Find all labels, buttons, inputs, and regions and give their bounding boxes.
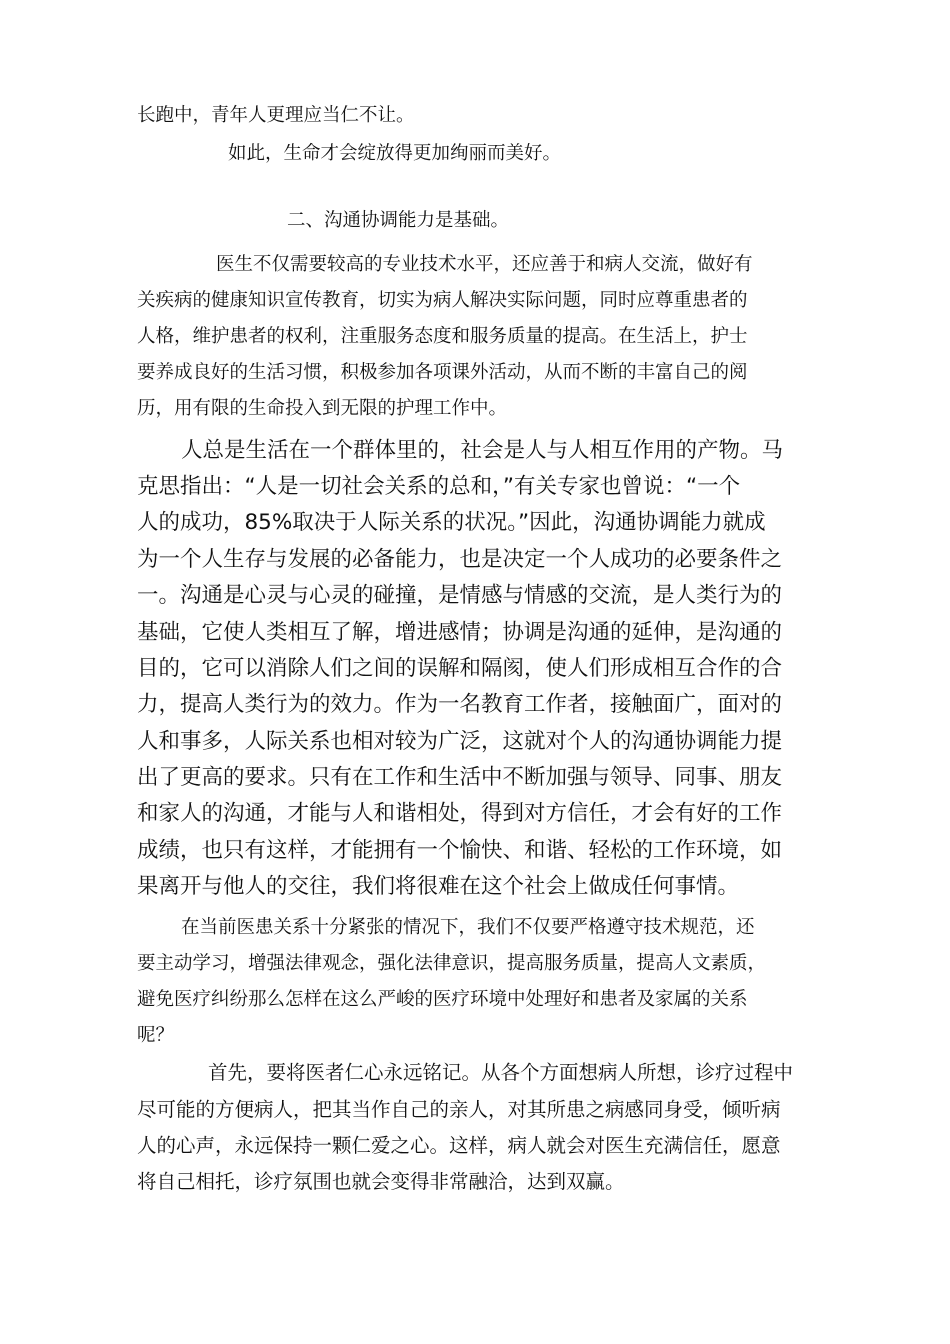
paragraph-2-line: 为一个人生存与发展的必备能力，也是决定一个人成功的必要条件之 <box>137 547 783 572</box>
paragraph-2-line: 人的成功，85%取决于人际关系的状况。”因此，沟通协调能力就成 <box>137 510 766 535</box>
paragraph-2-line: 果离开与他人的交往，我们将很难在这个社会上做成任何事情。 <box>137 874 740 899</box>
paragraph-3-line: 在当前医患关系十分紧张的情况下，我们不仅要严格遵守技术规范，还 <box>181 917 755 938</box>
intro-line: 如此，生命才会绽放得更加绚丽而美好。 <box>228 143 562 164</box>
paragraph-4-line: 人的心声，永远保持一颗仁爱之心。这样，病人就会对医生充满信任，愿意 <box>137 1134 781 1157</box>
paragraph-2-line: 基础，它使人类相互了解，增进感情；协调是沟通的延伸，是沟通的 <box>137 620 783 645</box>
paragraph-1-line: 历，用有限的生命投入到无限的护理工作中。 <box>137 398 508 419</box>
paragraph-3-line: 要主动学习，增强法律观念，强化法律意识，提高服务质量，提高人文素质， <box>137 953 767 974</box>
paragraph-1-line: 医生不仅需要较高的专业技术水平，还应善于和病人交流，做好有 <box>216 254 753 275</box>
paragraph-1-line: 要养成良好的生活习惯，积极参加各项课外活动，从而不断的丰富自己的阅 <box>137 362 748 383</box>
paragraph-4-line: 尽可能的方便病人，把其当作自己的亲人，对其所患之病感同身受，倾听病 <box>137 1098 781 1121</box>
paragraph-4-line: 首先，要将医者仁心永远铭记。从各个方面想病人所想，诊疗过程中 <box>208 1061 794 1084</box>
paragraph-3-line: 呢？ <box>137 1025 175 1046</box>
paragraph-2-line: 人总是生活在一个群体里的，社会是人与人相互作用的产物。马 <box>181 438 784 463</box>
paragraph-2-line: 出了更高的要求。只有在工作和生活中不断加强与领导、同事、朋友 <box>137 765 783 790</box>
paragraph-2-line: 克思指出：“人是一切社会关系的总和，”有关专家也曾说：“一个 <box>137 474 741 499</box>
paragraph-1-line: 关疾病的健康知识宣传教育，切实为病人解决实际问题，同时应尊重患者的 <box>137 290 748 311</box>
paragraph-2-line: 成绩，也只有这样，才能拥有一个愉快、和谐、轻松的工作环境，如 <box>137 838 783 863</box>
paragraph-4-line: 将自己相托，诊疗氛围也就会变得非常融洽，达到双赢。 <box>137 1170 625 1193</box>
intro-line: 长跑中，青年人更理应当仁不让。 <box>137 105 415 126</box>
paragraph-2-line: 和家人的沟通，才能与人和谐相处，得到对方信任，才会有好的工作 <box>137 801 783 826</box>
paragraph-2-line: 一。沟通是心灵与心灵的碰撞，是情感与情感的交流，是人类行为的 <box>137 583 783 608</box>
paragraph-1-line: 人格，维护患者的权利，注重服务态度和服务质量的提高。在生活上，护士 <box>137 326 748 347</box>
paragraph-3-line: 避免医疗纠纷那么怎样在这么严峻的医疗环境中处理好和患者及家属的关系 <box>137 989 748 1010</box>
section-heading: 二、沟通协调能力是基础。 <box>287 210 510 231</box>
paragraph-2-line: 目的，它可以消除人们之间的误解和隔阂，使人们形成相互合作的合 <box>137 656 783 681</box>
paragraph-2-line: 力，提高人类行为的效力。作为一名教育工作者，接触面广，面对的 <box>137 692 783 717</box>
paragraph-2-line: 人和事多，人际关系也相对较为广泛，这就对个人的沟通协调能力提 <box>137 729 783 754</box>
